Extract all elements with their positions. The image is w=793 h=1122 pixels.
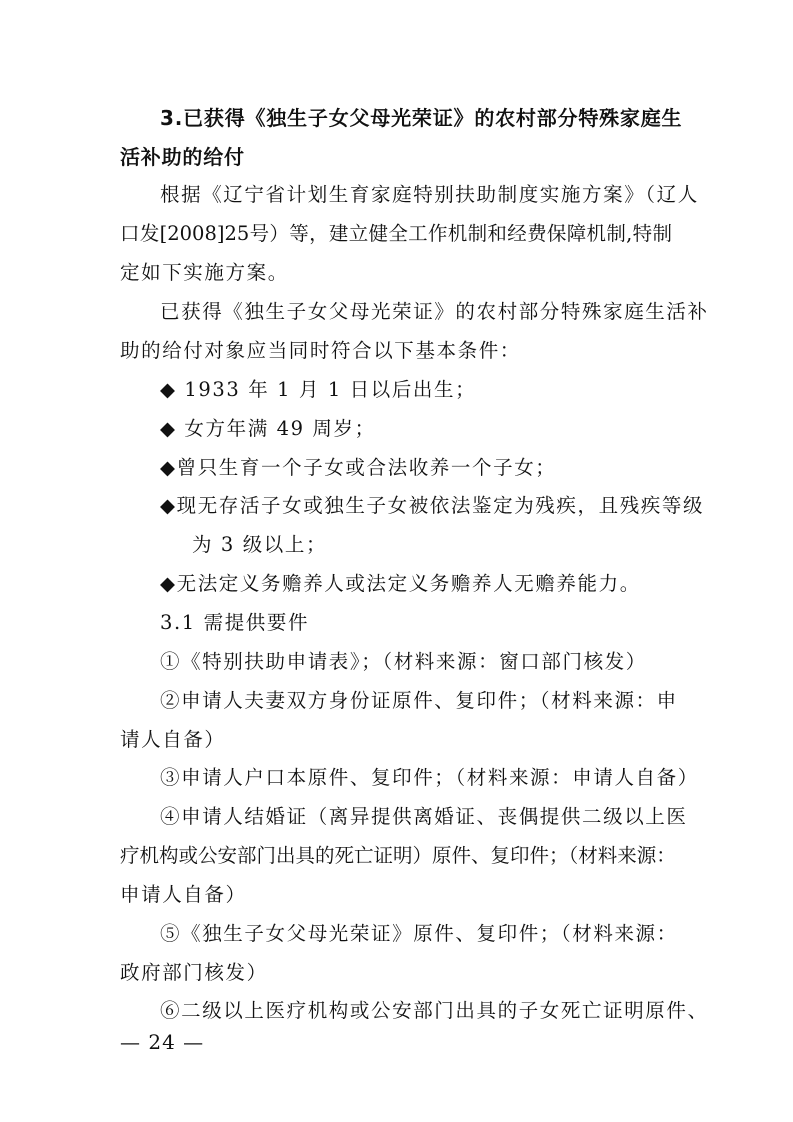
subsection-title: 3.1 需提供要件 <box>160 611 310 634</box>
intro-paragraph-line-2: 口发[2008]25号）等，建立健全工作机制和经费保障机制,特制 <box>120 222 672 245</box>
material-item-3: ③申请人户口本原件、复印件；（材料来源：申请人自备） <box>160 766 699 789</box>
section-heading-line-1: 3.已获得《独生子女父母光荣证》的农村部分特殊家庭生 <box>160 106 683 130</box>
material-item-4-line-3: 申请人自备） <box>120 883 247 906</box>
material-item-4-line-1: ④申请人结婚证（离异提供离婚证、丧偶提供二级以上医 <box>160 805 688 828</box>
page-number: — 24 — <box>120 1030 205 1054</box>
material-item-6-line-1: ⑥二级以上医疗机构或公安部门出具的子女死亡证明原件、 <box>160 999 709 1022</box>
material-item-1: ①《特别扶助申请表》；（材料来源：窗口部门核发） <box>160 650 647 673</box>
eligibility-paragraph-line-2: 助的给付对象应当同时符合以下基本条件： <box>120 339 521 362</box>
material-item-5-line-1: ⑤《独生子女父母光荣证》原件、复印件；（材料来源： <box>160 922 678 945</box>
condition-disability-level: 为 3 级以上； <box>192 533 328 556</box>
eligibility-paragraph-line-1: 已获得《独生子女父母光荣证》的农村部分特殊家庭生活补 <box>160 300 709 323</box>
condition-no-supporter: ◆无法定义务赡养人或法定义务赡养人无赡养能力。 <box>160 572 641 595</box>
intro-paragraph-line-3: 定如下实施方案。 <box>120 261 289 284</box>
condition-birth-date: ◆ 1933 年 1 月 1 日以后出生； <box>160 378 477 401</box>
material-item-2-line-1: ②申请人夫妻双方身份证原件、复印件；（材料来源：申 <box>160 689 678 712</box>
condition-no-child-or-disabled: ◆现无存活子女或独生子女被依法鉴定为残疾，且残疾等级 <box>160 494 705 517</box>
condition-single-child: ◆曾只生育一个子女或合法收养一个子女； <box>160 456 557 479</box>
material-item-2-line-2: 请人自备） <box>120 728 226 751</box>
intro-paragraph-line-1: 根据《辽宁省计划生育家庭特别扶助制度实施方案》（辽人 <box>160 183 699 206</box>
material-item-4-line-2: 疗机构或公安部门出具的死亡证明）原件、复印件；（材料来源： <box>120 844 676 867</box>
condition-female-age: ◆ 女方年满 49 周岁； <box>160 417 376 440</box>
section-heading-line-2: 活补助的给付 <box>120 145 245 169</box>
material-item-5-line-2: 政府部门核发） <box>120 961 268 984</box>
